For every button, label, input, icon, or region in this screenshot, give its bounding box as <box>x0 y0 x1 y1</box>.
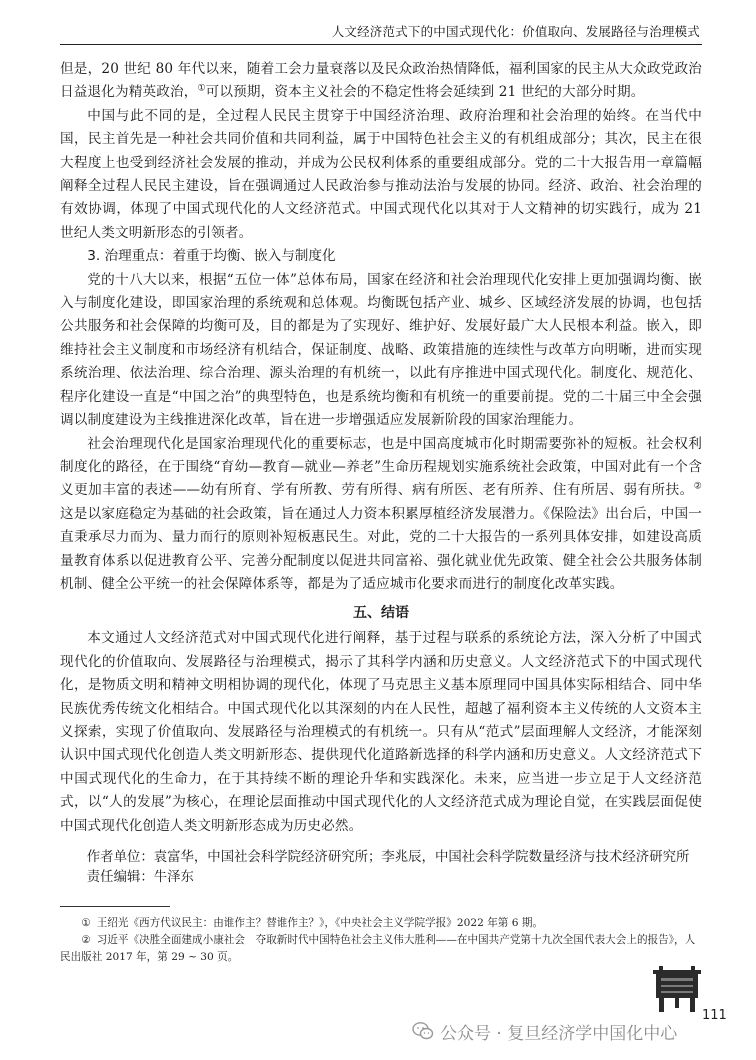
paragraph-text: 这是以家庭稳定为基础的社会政策，旨在通过人力资本积累厚植经济发展潜力。《保险法》出台后，中国一直秉承尽力而为、量力而行的原则补短板惠民生。对此，党的二十大报告的一系列具体安排，如建设高质量教育体系以促进教育公平、完善分配制度以促进共同富裕、强化就业优先政策、健全社会公共服务体制机制、健全公平统一的社会保障体系等，都是为了适应城市化要求而进行的制度化改革实践。 <box>60 505 702 592</box>
footnote-mark: ② <box>81 934 91 946</box>
page-number: 111 <box>702 1008 727 1023</box>
watermark-text: 公众号 · 复旦经济学中国化中心 <box>440 1023 678 1044</box>
section-heading-conclusion: 五、结语 <box>353 605 409 622</box>
paragraph-text: 社会治理现代化是国家治理现代化的重要标志，也是中国高度城市化时期需要弥补的短板。社会权利制度化的路径，在于围绕“育幼—教育—就业—养老”生命历程规划实施系统社会政策，中国对此有一个含义更加丰富的表述——幼有所育、学有所教、劳有所得、病有所医、老有所养、住有所居、弱有所扶。 <box>60 435 702 499</box>
author-affiliation: 作者单位：袁富华，中国社会科学院经济研究所；李兆辰，中国社会科学院数量经济与技术经济研究所 <box>86 850 690 865</box>
footnote-mark: ① <box>81 917 91 929</box>
running-header: 人文经济范式下的中国式现代化：价值取向、发展路径与治理模式 <box>331 24 700 39</box>
footnote-text: 王绍光《西方代议民主：由谁作主？替谁作主？》，《中央社会主义学院学报》2022 年第 6 期。 <box>96 917 544 929</box>
paragraph-text: 可以预期，资本主义社会的不稳定性将会延续到 21 世纪的大部分时期。 <box>205 84 645 101</box>
paragraph-governance: 党的十八大以来，根据“五位一体”总体布局，国家在经济和社会治理现代化安排上更加强调均衡、嵌入与制度化建设，即国家治理的系统观和总体观。均衡既包括产业、城乡、区域经济发展的协调，也包括公共服务和社会保障的均衡可及，目的都是为了实现好、维护好、发展好最广大人民根本利益。嵌入，即维持社会主义制度和市场经济有机结合，保证制度、战略、政策措施的连续性与改革方向明晰，进而实现系统治理、依法治理、综合治理、源头治理的有机统一，以此有序推进中国式现代化。制度化、规范化、程序化建设一直是“中国之治”的典型特色，也是系统均衡和有机统一的重要前提。党的二十届三中全会强调以制度建设为主线推进深化改革，旨在进一步增强适应发展新阶段的国家治理能力。 <box>60 271 702 429</box>
bronze-vessel-icon <box>649 964 705 1014</box>
paragraph-china-democracy: 中国与此不同的是，全过程人民民主贯穿于中国经济治理、政府治理和社会治理的始终。在当代中国，民主首先是一种社会共同价值和共同利益，属于中国特色社会主义的有机组成部分；其次，民主在很大程度上也受到经济社会发展的推动，并成为公民权利体系的重要组成部分。党的二十大报告用一章篇幅阐释全过程人民民主建设，旨在强调通过人民政治参与推动法治与发展的协同。经济、政治、社会治理的有效协调，体现了中国式现代化的人文经济范式。中国式现代化以其对于人文精神的切实践行，成为 21 世纪人类文明新形态的引领者。 <box>60 107 702 241</box>
footnotes <box>60 915 702 966</box>
subheading-governance-focus: 3. 治理重点：着重于均衡、嵌入与制度化 <box>87 248 336 265</box>
footnote-text: 习近平《决胜全面建成小康社会 夺取新时代中国特色社会主义伟大胜利——在中国共产党第十九次全国代表大会上的报告》，人民出版社 2017 年，第 29 ~ 30 页。 <box>60 934 696 963</box>
footnote-ref-1[interactable]: ① <box>197 83 206 94</box>
paragraph-text: 但是，20 世纪 80 年代以来，随着工会力量衰落以及民众政治热情降低，福利国家的民主从大众政党政治日益退化为精英政治， <box>60 61 702 101</box>
footnote-item <box>60 915 702 932</box>
watermark <box>412 1016 677 1046</box>
footnote-rule <box>60 906 170 907</box>
header-rule <box>60 44 702 45</box>
paragraph-conclusion: 本文通过人文经济范式对中国式现代化进行阐释，基于过程与联系的系统论方法，深入分析了中国式现代化的价值取向、发展路径与治理模式，揭示了其科学内涵和历史意义。人文经济范式下的中国式现代化，是物质文明和精神文明相协调的现代化，体现了马克思主义基本原理同中国具体实际相结合、同中华民族优秀传统文化相结合。中国式现代化以其深刻的内在人民性，超越了福利资本主义传统的人文资本主义探索，实现了价值取向、发展路径与治理模式的有机统一。只有从“范式”层面理解人文经济，才能深刻认识中国式现代化创造人类文明新形态、提供现代化道路新选择的科学内涵和历史意义。人文经济范式下中国式现代化的生命力，在于其持续不断的理论升华和实践深化。未来，应当进一步立足于人文经济范式，以“人的发展”为核心，在理论层面推动中国式现代化的人文经济范式成为理论自觉，在实践层面促使中国式现代化创造人类文明新形态成为历史必然。 <box>60 630 702 834</box>
paragraph-continued <box>60 58 702 105</box>
wechat-icon <box>412 1021 434 1041</box>
article-body <box>60 58 702 888</box>
responsible-editor: 责任编辑：牛泽东 <box>86 870 194 885</box>
paragraph-social-governance <box>60 433 702 597</box>
footnote-ref-2[interactable]: ② <box>693 481 702 492</box>
footnote-item <box>60 932 702 966</box>
